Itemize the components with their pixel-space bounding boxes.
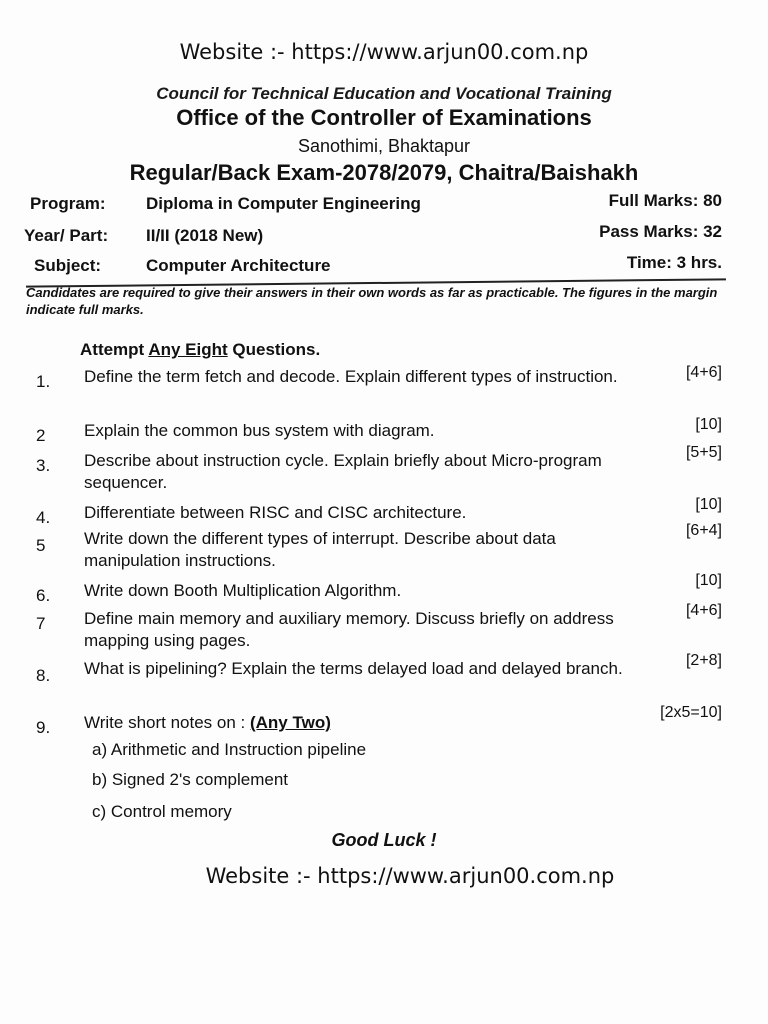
website-footer: Website :- https://www.arjun00.com.np bbox=[205, 864, 615, 888]
program-label: Program: bbox=[30, 194, 106, 213]
subject-label: Subject: bbox=[34, 256, 102, 275]
short-note-item: c) Control memory bbox=[92, 802, 232, 821]
exam-title: Regular/Back Exam-2078/2079, Chaitra/Baishakh bbox=[129, 160, 639, 185]
question-text: Define main memory and auxiliary memory. Discuss briefly on address mapping using pages. bbox=[84, 609, 614, 650]
question-number: 9. bbox=[36, 718, 51, 737]
question-text bbox=[84, 712, 644, 734]
office-address: Sanothimi, Bhaktapur bbox=[297, 136, 471, 156]
program-value: Diploma in Computer Engineering bbox=[146, 194, 421, 213]
pass-marks: Pass Marks: 32 bbox=[599, 222, 722, 241]
question-number: 7 bbox=[36, 614, 46, 633]
exam-time: Time: 3 hrs. bbox=[626, 253, 722, 272]
question-marks: [4+6] bbox=[685, 364, 722, 381]
council-name: Council for Technical Education and Vocational Training bbox=[156, 84, 612, 103]
question-text: What is pipelining? Explain the terms delayed load and delayed branch. bbox=[84, 659, 623, 678]
year-value: II/II (2018 New) bbox=[146, 226, 264, 245]
instructions-text: Candidates are required to give their answers in their own words as far as practicable. The figures in the margin indicate full marks. bbox=[26, 285, 718, 317]
question-number: 2 bbox=[36, 426, 46, 445]
short-notes-emphasis: (Any Two) bbox=[249, 713, 331, 732]
short-note-item: b) Signed 2's complement bbox=[92, 770, 289, 789]
question-marks: [10] bbox=[695, 572, 722, 589]
question-number: 5 bbox=[36, 536, 46, 555]
short-note-item: a) Arithmetic and Instruction pipeline bbox=[92, 740, 367, 759]
question-marks: [5+5] bbox=[685, 444, 722, 461]
subject-value: Computer Architecture bbox=[146, 256, 331, 275]
short-notes-prompt: Write short notes on : bbox=[84, 713, 250, 732]
attempt-emphasis: Any Eight bbox=[148, 340, 228, 359]
question-number: 3. bbox=[36, 456, 51, 475]
full-marks: Full Marks: 80 bbox=[608, 191, 722, 210]
question-text: Define the term fetch and decode. Explain different types of instruction. bbox=[84, 367, 618, 386]
question-marks: [2+8] bbox=[685, 652, 722, 669]
question-number: 8. bbox=[36, 666, 51, 685]
question-marks: [10] bbox=[695, 496, 722, 513]
question-marks: [4+6] bbox=[685, 602, 722, 619]
question-marks: [10] bbox=[695, 416, 722, 433]
attempt-suffix: Questions. bbox=[227, 340, 321, 359]
question-text: Write down the different types of interrupt. Describe about data manipulation instructions. bbox=[84, 529, 556, 570]
good-luck: Good Luck ! bbox=[331, 830, 437, 850]
office-name: Office of the Controller of Examinations bbox=[176, 105, 592, 130]
question-marks: [2x5=10] bbox=[660, 704, 722, 721]
year-label: Year/ Part: bbox=[24, 226, 109, 245]
question-text: Describe about instruction cycle. Explain briefly about Micro-program sequencer. bbox=[84, 451, 602, 492]
question-number: 6. bbox=[36, 586, 51, 605]
question-text: Differentiate between RISC and CISC architecture. bbox=[84, 503, 467, 522]
question-text: Explain the common bus system with diagram. bbox=[84, 421, 435, 440]
question-text: Write down Booth Multiplication Algorithm. bbox=[84, 581, 402, 600]
attempt-instruction bbox=[80, 340, 320, 360]
question-number: 4. bbox=[36, 508, 51, 527]
question-number: 1. bbox=[36, 372, 51, 391]
attempt-prefix: Attempt bbox=[80, 340, 149, 359]
website-header: Website :- https://www.arjun00.com.np bbox=[179, 40, 589, 64]
question-marks: [6+4] bbox=[685, 522, 722, 539]
